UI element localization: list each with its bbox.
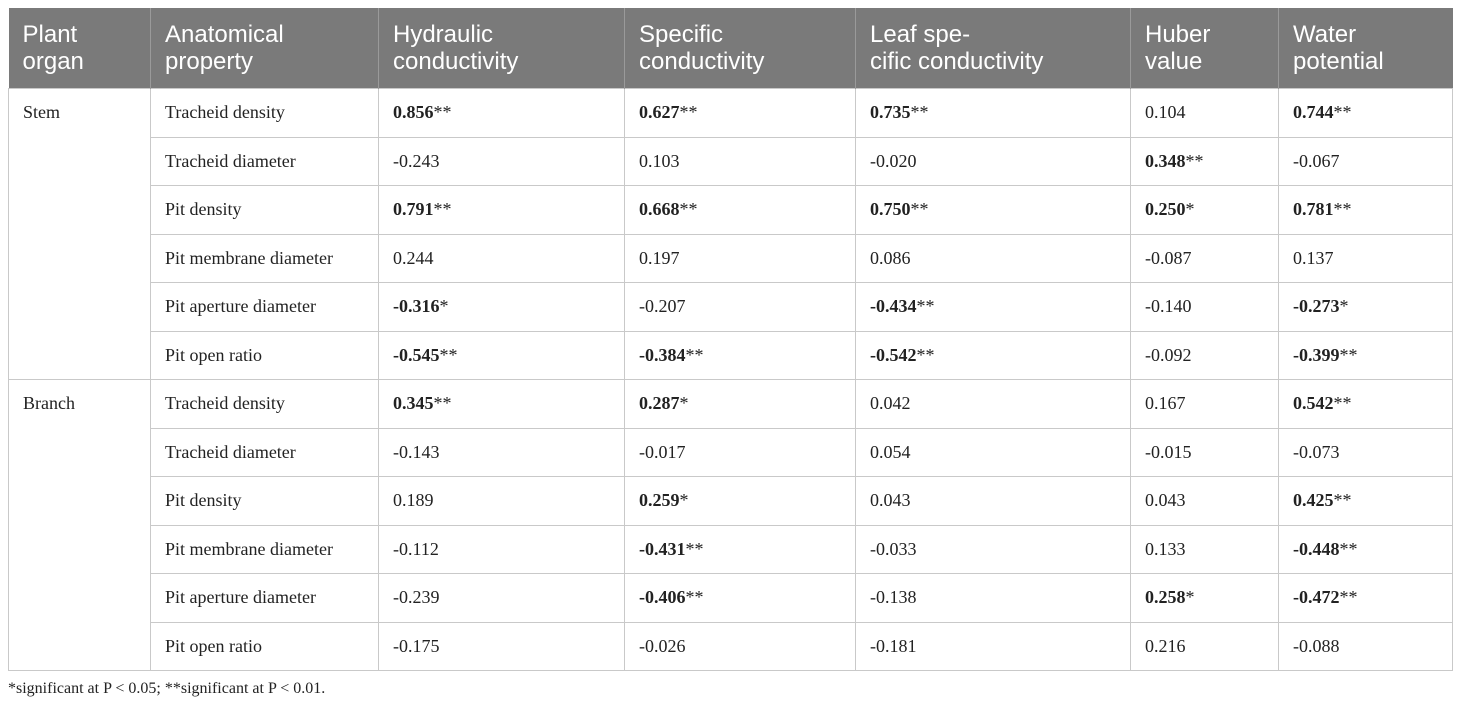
correlation-value: -0.138 — [870, 587, 917, 608]
plant-organ-cell: Branch — [9, 380, 151, 671]
leaf-specific-conductivity-cell — [856, 186, 1131, 235]
significance-marker: ** — [1339, 587, 1358, 608]
hydraulic-conductivity-cell — [379, 234, 625, 283]
header-plant-organ: Plant organ — [22, 21, 84, 75]
anatomical-property-cell: Pit membrane diameter — [151, 525, 379, 574]
huber-value-cell — [1131, 622, 1279, 671]
anatomical-property-cell: Pit open ratio — [151, 331, 379, 380]
significance-marker: ** — [685, 344, 704, 365]
header-water-potential: Water potential — [1279, 8, 1453, 89]
leaf-specific-conductivity-cell — [856, 331, 1131, 380]
significance-marker: ** — [679, 199, 698, 220]
anatomical-property-cell: Pit membrane diameter — [151, 234, 379, 283]
correlation-value: 0.189 — [393, 490, 434, 511]
significance-marker: ** — [1185, 150, 1204, 171]
correlation-value: 0.197 — [639, 247, 680, 268]
significance-marker: * — [679, 393, 689, 414]
anatomical-property-cell: Pit density — [151, 477, 379, 526]
correlation-value: -0.542 — [870, 344, 917, 365]
leaf-specific-conductivity-cell — [856, 234, 1131, 283]
significance-marker: ** — [1339, 344, 1358, 365]
huber-value-cell — [1131, 89, 1279, 138]
correlation-value: -0.092 — [1145, 344, 1192, 365]
correlation-value: -0.026 — [639, 635, 686, 656]
correlation-value: 0.348 — [1145, 150, 1186, 171]
correlation-value: 0.043 — [1145, 490, 1186, 511]
specific-conductivity-cell — [625, 331, 856, 380]
correlation-value: 0.043 — [870, 490, 911, 511]
correlation-value: 0.167 — [1145, 393, 1186, 414]
huber-value-cell — [1131, 283, 1279, 332]
correlation-value: 0.054 — [870, 441, 911, 462]
hydraulic-conductivity-cell — [379, 331, 625, 380]
correlation-value: 0.668 — [639, 199, 680, 220]
specific-conductivity-cell — [625, 428, 856, 477]
leaf-specific-conductivity-cell — [856, 380, 1131, 429]
hydraulic-conductivity-cell — [379, 137, 625, 186]
table-row — [9, 477, 1453, 526]
correlation-value: 0.042 — [870, 393, 911, 414]
anatomical-property-cell: Tracheid diameter — [151, 137, 379, 186]
correlation-value: -0.434 — [870, 296, 917, 317]
anatomical-property-cell: Pit density — [151, 186, 379, 235]
huber-value-cell — [1131, 186, 1279, 235]
header-row — [9, 8, 1453, 89]
water-potential-cell — [1279, 525, 1453, 574]
water-potential-cell — [1279, 380, 1453, 429]
water-potential-cell — [1279, 428, 1453, 477]
header-hydraulic-conductivity: Hydraulic conductivity — [379, 8, 625, 89]
significance-marker: ** — [685, 587, 704, 608]
specific-conductivity-cell — [625, 234, 856, 283]
correlation-value: -0.073 — [1293, 441, 1340, 462]
correlation-value: -0.399 — [1293, 344, 1340, 365]
anatomical-property-cell: Pit aperture diameter — [151, 283, 379, 332]
anatomical-property-cell: Tracheid diameter — [151, 428, 379, 477]
water-potential-cell — [1279, 331, 1453, 380]
hydraulic-conductivity-cell — [379, 574, 625, 623]
significance-marker: * — [1185, 199, 1195, 220]
correlation-value: 0.627 — [639, 102, 680, 123]
correlation-value: -0.175 — [393, 635, 440, 656]
significance-marker: ** — [433, 199, 452, 220]
specific-conductivity-cell — [625, 525, 856, 574]
hydraulic-conductivity-cell — [379, 380, 625, 429]
correlation-value: 0.781 — [1293, 199, 1334, 220]
specific-conductivity-cell — [625, 137, 856, 186]
leaf-specific-conductivity-cell — [856, 525, 1131, 574]
leaf-specific-conductivity-cell — [856, 477, 1131, 526]
table-row — [9, 234, 1453, 283]
table-row — [9, 525, 1453, 574]
table-row — [9, 622, 1453, 671]
correlation-value: 0.791 — [393, 199, 434, 220]
hydraulic-conductivity-cell — [379, 186, 625, 235]
water-potential-cell — [1279, 186, 1453, 235]
correlation-value: 0.244 — [393, 247, 434, 268]
correlation-value: 0.104 — [1145, 102, 1186, 123]
correlation-value: -0.239 — [393, 587, 440, 608]
significance-marker: ** — [1333, 490, 1352, 511]
correlation-value: 0.103 — [639, 150, 680, 171]
correlation-table — [8, 8, 1453, 671]
correlation-value: -0.431 — [639, 538, 686, 559]
leaf-specific-conductivity-cell — [856, 622, 1131, 671]
correlation-value: -0.088 — [1293, 635, 1340, 656]
significance-marker: ** — [1333, 102, 1352, 123]
table-footnote: *significant at P < 0.05; **significant at P < 0.01. — [8, 680, 326, 697]
correlation-value: 0.744 — [1293, 102, 1334, 123]
significance-marker: ** — [439, 344, 458, 365]
huber-value-cell — [1131, 428, 1279, 477]
table-header — [9, 8, 1453, 89]
correlation-value: 0.086 — [870, 247, 911, 268]
correlation-value: -0.243 — [393, 150, 440, 171]
table-row — [9, 89, 1453, 138]
correlation-value: 0.856 — [393, 102, 434, 123]
correlation-value: -0.207 — [639, 296, 686, 317]
huber-value-cell — [1131, 477, 1279, 526]
water-potential-cell — [1279, 137, 1453, 186]
anatomical-property-cell: Pit open ratio — [151, 622, 379, 671]
significance-marker: * — [1185, 587, 1195, 608]
significance-marker: ** — [1339, 538, 1358, 559]
huber-value-cell — [1131, 380, 1279, 429]
anatomical-property-cell: Tracheid density — [151, 380, 379, 429]
specific-conductivity-cell — [625, 283, 856, 332]
leaf-specific-conductivity-cell — [856, 574, 1131, 623]
correlation-value: 0.137 — [1293, 247, 1334, 268]
table-row — [9, 380, 1453, 429]
correlation-value: -0.140 — [1145, 296, 1192, 317]
table-body — [9, 89, 1453, 671]
correlation-value: -0.316 — [393, 296, 440, 317]
significance-marker: ** — [1333, 393, 1352, 414]
water-potential-cell — [1279, 574, 1453, 623]
significance-marker: ** — [433, 102, 452, 123]
correlation-value: -0.545 — [393, 344, 440, 365]
correlation-value: 0.250 — [1145, 199, 1186, 220]
specific-conductivity-cell — [625, 574, 856, 623]
significance-marker: ** — [910, 102, 929, 123]
hydraulic-conductivity-cell — [379, 525, 625, 574]
table-row — [9, 331, 1453, 380]
correlation-value: 0.425 — [1293, 490, 1334, 511]
hydraulic-conductivity-cell — [379, 428, 625, 477]
correlation-value: 0.259 — [639, 490, 680, 511]
correlation-value: -0.181 — [870, 635, 917, 656]
water-potential-cell — [1279, 622, 1453, 671]
correlation-value: 0.258 — [1145, 587, 1186, 608]
specific-conductivity-cell — [625, 186, 856, 235]
header-leaf-specific-conductivity: Leaf spe- cific conductivity — [856, 8, 1131, 89]
header-huber-value: Huber value — [1131, 8, 1279, 89]
correlation-value: -0.067 — [1293, 150, 1340, 171]
anatomical-property-cell: Pit aperture diameter — [151, 574, 379, 623]
table-row — [9, 283, 1453, 332]
correlation-value: -0.273 — [1293, 296, 1340, 317]
water-potential-cell — [1279, 234, 1453, 283]
leaf-specific-conductivity-cell — [856, 428, 1131, 477]
correlation-value: -0.112 — [393, 538, 439, 559]
correlation-value: 0.735 — [870, 102, 911, 123]
significance-marker: * — [439, 296, 449, 317]
table-row — [9, 428, 1453, 477]
huber-value-cell — [1131, 137, 1279, 186]
header-anatomical-property: Anatomical property — [151, 8, 379, 89]
correlation-value: -0.017 — [639, 441, 686, 462]
correlation-value: -0.020 — [870, 150, 917, 171]
leaf-specific-conductivity-cell — [856, 283, 1131, 332]
hydraulic-conductivity-cell — [379, 89, 625, 138]
significance-marker: * — [679, 490, 689, 511]
huber-value-cell — [1131, 234, 1279, 283]
water-potential-cell — [1279, 283, 1453, 332]
correlation-value: 0.750 — [870, 199, 911, 220]
hydraulic-conductivity-cell — [379, 283, 625, 332]
huber-value-cell — [1131, 574, 1279, 623]
table-row — [9, 186, 1453, 235]
significance-marker: ** — [916, 296, 935, 317]
water-potential-cell — [1279, 477, 1453, 526]
specific-conductivity-cell — [625, 622, 856, 671]
correlation-value: 0.287 — [639, 393, 680, 414]
huber-value-cell — [1131, 525, 1279, 574]
hydraulic-conductivity-cell — [379, 622, 625, 671]
specific-conductivity-cell — [625, 89, 856, 138]
anatomical-property-cell: Tracheid density — [151, 89, 379, 138]
specific-conductivity-cell — [625, 477, 856, 526]
correlation-value: -0.384 — [639, 344, 686, 365]
significance-marker: ** — [679, 102, 698, 123]
significance-marker: ** — [433, 393, 452, 414]
correlation-value: -0.015 — [1145, 441, 1192, 462]
header-specific-conductivity: Specific conductivity — [625, 8, 856, 89]
correlation-value: 0.345 — [393, 393, 434, 414]
table-row — [9, 574, 1453, 623]
specific-conductivity-cell — [625, 380, 856, 429]
correlation-value: -0.406 — [639, 587, 686, 608]
correlation-value: -0.033 — [870, 538, 917, 559]
hydraulic-conductivity-cell — [379, 477, 625, 526]
significance-marker: ** — [685, 538, 704, 559]
plant-organ-cell: Stem — [9, 89, 151, 380]
correlation-value: -0.087 — [1145, 247, 1192, 268]
significance-marker: ** — [910, 199, 929, 220]
significance-marker: ** — [1333, 199, 1352, 220]
leaf-specific-conductivity-cell — [856, 137, 1131, 186]
leaf-specific-conductivity-cell — [856, 89, 1131, 138]
table-row — [9, 137, 1453, 186]
water-potential-cell — [1279, 89, 1453, 138]
correlation-value: -0.472 — [1293, 587, 1340, 608]
significance-marker: * — [1339, 296, 1349, 317]
correlation-value: -0.143 — [393, 441, 440, 462]
correlation-value: -0.448 — [1293, 538, 1340, 559]
huber-value-cell — [1131, 331, 1279, 380]
significance-marker: ** — [916, 344, 935, 365]
correlation-value: 0.542 — [1293, 393, 1334, 414]
correlation-value: 0.133 — [1145, 538, 1186, 559]
correlation-value: 0.216 — [1145, 635, 1186, 656]
